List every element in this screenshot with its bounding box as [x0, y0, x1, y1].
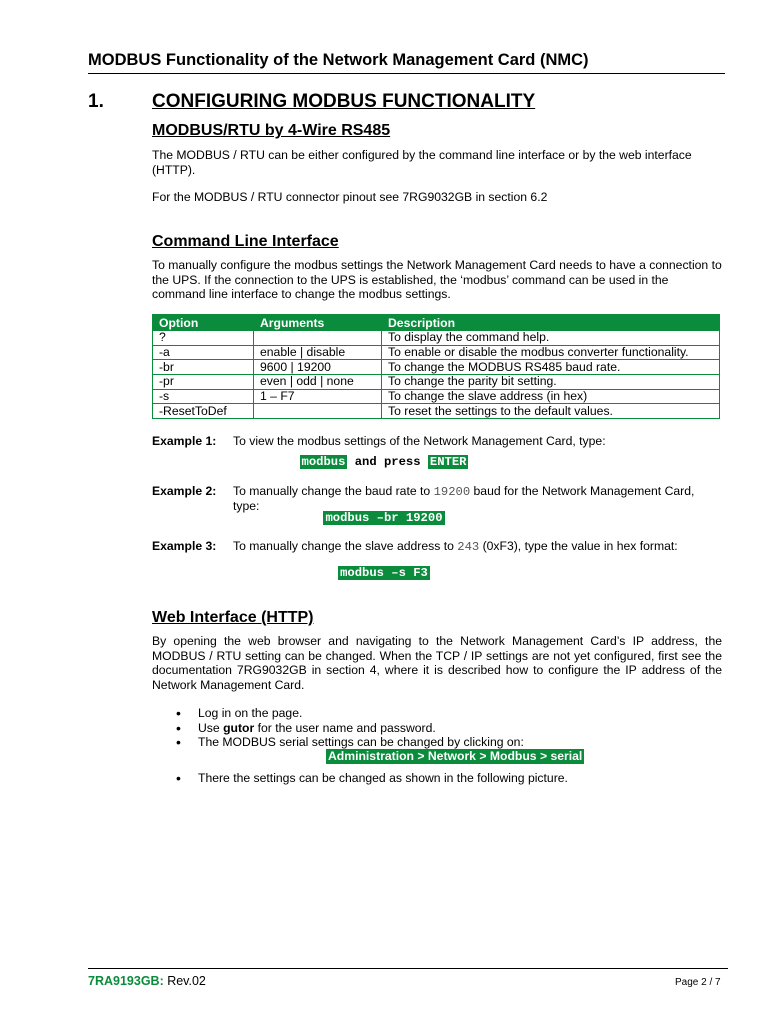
table-cell: To reset the settings to the default values.: [382, 404, 720, 419]
section-title: CONFIGURING MODBUS FUNCTIONALITY: [152, 91, 536, 112]
cli-heading: Command Line Interface: [152, 233, 339, 250]
table-row: [153, 389, 720, 404]
page-header-title: MODBUS Functionality of the Network Management Card (NMC): [88, 51, 589, 69]
example-1-label: Example 1:: [152, 434, 217, 448]
cli-paragraph: To manually configure the modbus settings the Network Management Card needs to have a connection to the UPS. If the connection to the UPS is established, the ‘modbus’ command can be used in the command line interface to change the modbus settings.: [152, 258, 722, 301]
rtu-heading: MODBUS/RTU by 4-Wire RS485: [152, 122, 391, 139]
table-header-row: [153, 315, 720, 331]
navigation-path: Administration > Network > Modbus > serial: [328, 749, 583, 763]
example-2-text-after: baud for the Network Management Card, type:: [233, 484, 695, 513]
table-cell: To change the parity bit setting.: [382, 375, 720, 390]
table-cell: To enable or disable the modbus converter functionality.: [382, 345, 720, 360]
table-cell: ?: [153, 331, 254, 346]
command-text: modbus –br 19200: [325, 511, 443, 525]
table-cell: 9600 | 19200: [254, 360, 382, 375]
table-row: [153, 345, 720, 360]
bullet-text-after: for the user name and password.: [254, 720, 436, 735]
table-cell: To display the command help.: [382, 331, 720, 346]
example-3-text-before: To manually change the slave address to: [233, 539, 458, 553]
example-3-label: Example 3:: [152, 539, 217, 553]
example-3-command: [0, 566, 768, 580]
table-header-cell: Description: [382, 315, 720, 331]
table-cell: enable | disable: [254, 345, 382, 360]
table-row: [153, 331, 720, 346]
command-connector: and press: [347, 455, 428, 469]
example-1-command: [0, 455, 768, 469]
web-heading: Web Interface (HTTP): [152, 609, 314, 626]
table-row: [153, 404, 720, 419]
rtu-paragraph-2: For the MODBUS / RTU connector pinout see 7RG9032GB in section 6.2: [152, 190, 548, 204]
example-2-text-before: To manually change the baud rate to: [233, 484, 434, 498]
rtu-paragraph-1: The MODBUS / RTU can be either configured by the command line interface or by the web interface (HTTP).: [152, 148, 692, 177]
section-number: 1.: [88, 91, 104, 112]
command-keyword: modbus: [301, 455, 346, 469]
bullet-text-before: Use: [198, 720, 224, 735]
footer-page-number: Page 2 / 7: [675, 977, 721, 988]
example-3-value: 243: [457, 540, 480, 554]
table-cell: -br: [153, 360, 254, 375]
footer-divider: [88, 968, 728, 969]
list-item: • The MODBUS serial settings can be changed by clicking on:: [176, 735, 524, 750]
table-header-cell: Arguments: [254, 315, 382, 331]
list-item: • Log in on the page.: [176, 706, 524, 721]
example-1-text: To view the modbus settings of the Network Management Card, type:: [233, 434, 606, 448]
web-paragraph: By opening the web browser and navigating to the Network Management Card’s IP address, the MODBUS / RTU setting can be changed. When the TCP / IP settings are not yet configured, first see the documentation 7RG9032GB in section 4, where it is described how to configure the IP address of the Network Management Card.: [152, 634, 722, 692]
table-header-cell: Option: [153, 315, 254, 331]
header-divider: [88, 73, 725, 74]
table-cell: even | odd | none: [254, 375, 382, 390]
table-cell: [254, 404, 382, 419]
table-cell: -a: [153, 345, 254, 360]
table-row: [153, 360, 720, 375]
table-cell: -pr: [153, 375, 254, 390]
list-item: [176, 721, 524, 736]
command-text: modbus –s F3: [340, 566, 428, 580]
bullet-username: gutor: [223, 720, 255, 735]
table-cell: -s: [153, 389, 254, 404]
table-cell: To change the slave address (in hex): [382, 389, 720, 404]
example-2-command: [0, 511, 768, 525]
footer-doc-code: 7RA9193GB:: [88, 974, 164, 988]
example-3-text: [233, 539, 723, 554]
example-2-text: [233, 484, 723, 513]
example-2-value: 19200: [433, 485, 471, 499]
command-key: ENTER: [429, 455, 467, 469]
table-cell: [254, 331, 382, 346]
table-row: [153, 375, 720, 390]
command-options-table: [152, 314, 720, 419]
list-item: • There the settings can be changed as shown in the following picture.: [176, 771, 568, 785]
example-3-text-after: (0xF3), type the value in hex format:: [479, 539, 678, 553]
example-2-label: Example 2:: [152, 484, 217, 498]
table-cell: 1 – F7: [254, 389, 382, 404]
table-cell: To change the MODBUS RS485 baud rate.: [382, 360, 720, 375]
footer-document-id: [88, 974, 206, 988]
web-steps-list: [176, 706, 524, 750]
table-cell: -ResetToDef: [153, 404, 254, 419]
footer-revision: Rev.02: [163, 974, 206, 988]
